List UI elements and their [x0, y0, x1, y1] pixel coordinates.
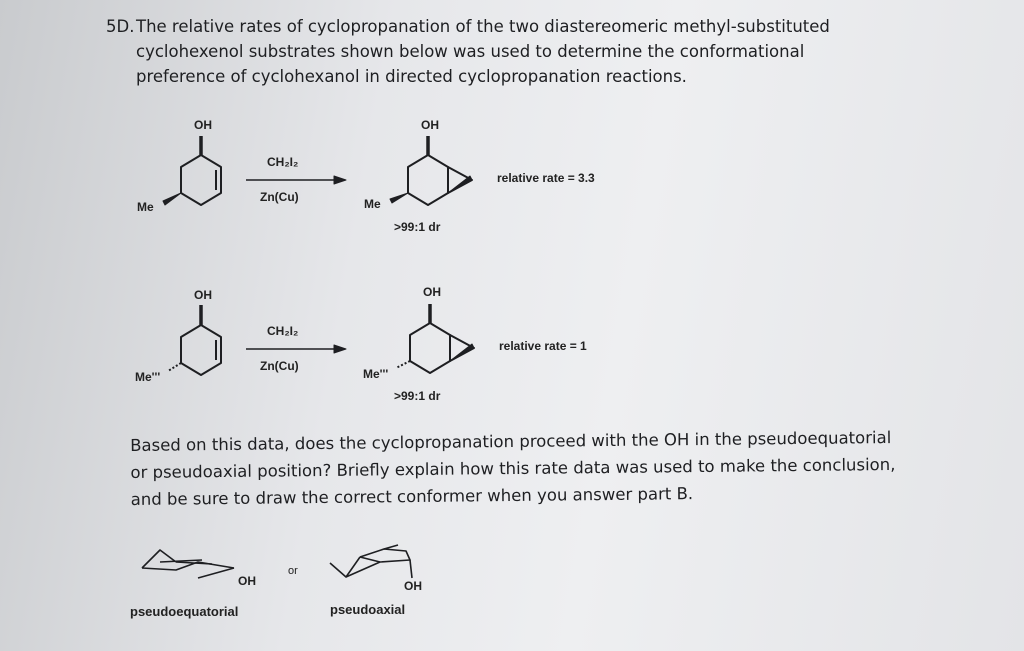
- reagent-1-top: CH₂I₂: [267, 155, 299, 169]
- pseudoequatorial-caption: pseudoequatorial: [130, 604, 239, 619]
- intro-line-2: cyclohexenol substrates shown below was used to determine the conformational: [136, 42, 805, 61]
- product-2-dr: >99:1 dr: [394, 389, 441, 403]
- reaction-arrow-2: [246, 345, 346, 353]
- or-label: or: [288, 565, 298, 577]
- problem-number: 5D.: [106, 17, 135, 36]
- intro-line-1: The relative rates of cyclopropanation of the two diastereomeric methyl-substituted: [136, 17, 830, 36]
- substrate-2-me-label: Me''': [135, 370, 161, 384]
- question-line-3: and be sure to draw the correct conformer when you answer part B.: [130, 484, 694, 509]
- product-1-dr: >99:1 dr: [394, 220, 441, 234]
- product-1-oh-label: OH: [421, 118, 439, 132]
- substrate-2-oh-label: OH: [194, 288, 212, 302]
- pseudoaxial-caption: pseudoaxial: [330, 602, 406, 617]
- product-2-structure: [396, 304, 474, 373]
- pseudoequatorial-oh-label: OH: [238, 574, 256, 588]
- substrate-1-structure: [163, 136, 221, 205]
- question-line-2: or pseudoaxial position? Briefly explain how this rate data was used to make the conclusion,: [130, 454, 896, 482]
- product-2-oh-label: OH: [423, 285, 441, 299]
- reagent-1-bottom: Zn(Cu): [260, 190, 299, 204]
- product-2-me-label: Me''': [363, 367, 389, 381]
- substrate-1-me-label: Me: [137, 200, 154, 214]
- product-1-me-label: Me: [364, 197, 381, 211]
- question-line-1: Based on this data, does the cyclopropanation proceed with the OH in the pseudoequatorial: [130, 428, 892, 455]
- substrate-2-structure: [168, 305, 221, 375]
- reaction-arrow-1: [246, 176, 346, 184]
- pseudoaxial-oh-label: OH: [404, 579, 422, 593]
- reagent-2-top: CH₂I₂: [267, 324, 299, 338]
- intro-line-3: preference of cyclohexanol in directed cyclopropanation reactions.: [136, 67, 687, 86]
- question-text: [130, 424, 931, 513]
- product-1-structure: [390, 136, 472, 205]
- relative-rate-2: relative rate = 1: [499, 339, 587, 353]
- pseudoequatorial-conformer: [142, 550, 234, 578]
- substrate-1-oh-label: OH: [194, 118, 212, 132]
- reagent-2-bottom: Zn(Cu): [260, 359, 299, 373]
- pseudoaxial-conformer: [330, 545, 412, 578]
- relative-rate-1: relative rate = 3.3: [497, 171, 595, 185]
